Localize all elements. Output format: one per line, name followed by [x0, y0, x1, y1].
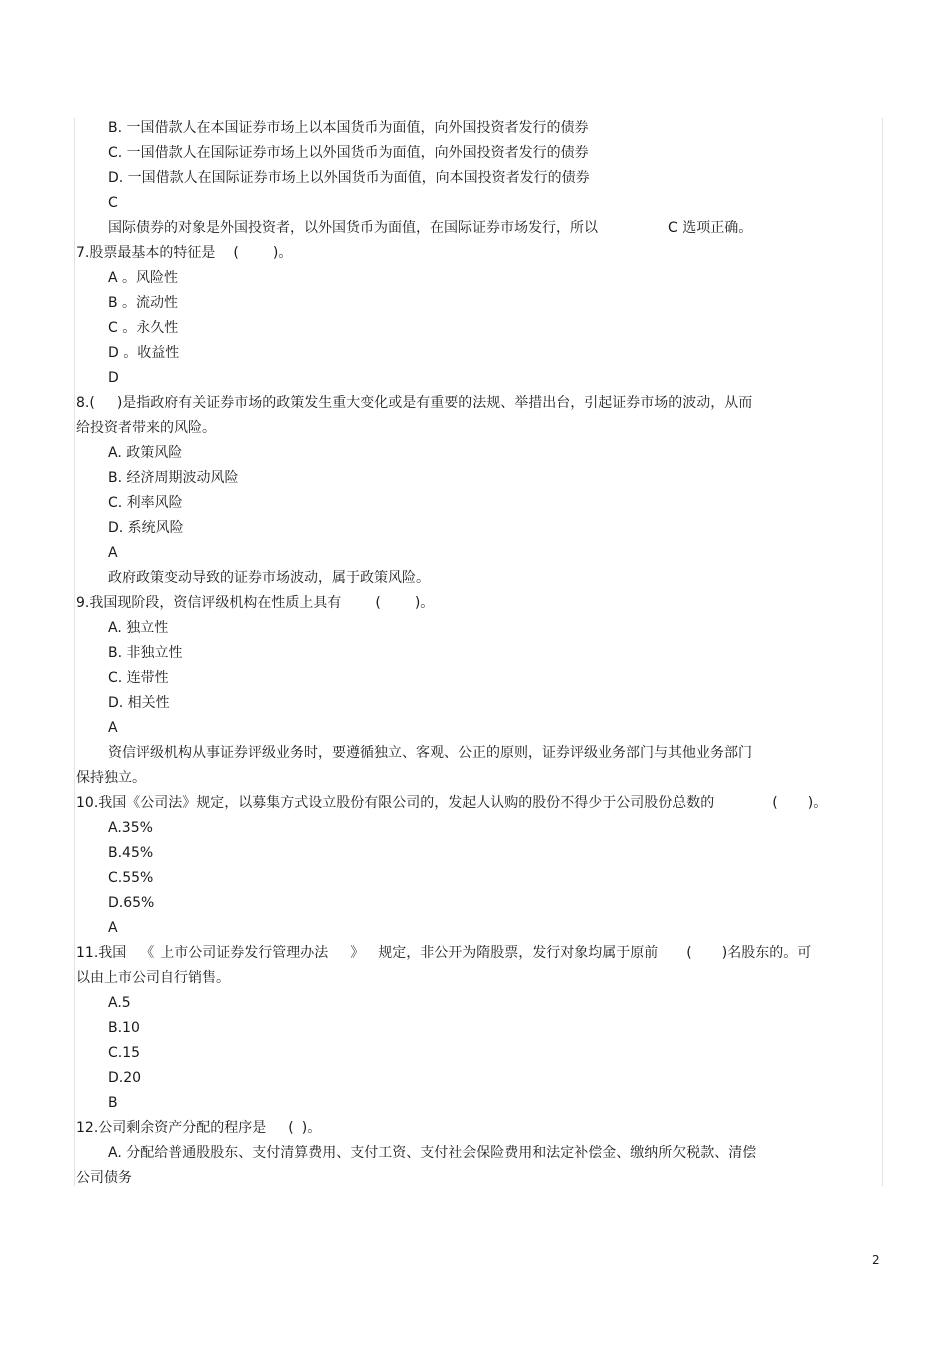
q12-stem: [76, 1116, 884, 1141]
q8-option-a: A. 政策风险: [108, 445, 183, 461]
q12-stem-text: 12.公司剩余资产分配的程序是: [76, 1120, 267, 1136]
q11-option-d: D.20: [108, 1070, 142, 1086]
q11-stem-middle: 规定，非公开为隋股票，发行对象均属于原前: [378, 945, 659, 961]
q11-stem-text: 11.我国: [76, 945, 127, 961]
q8-option-b: B. 经济周期波动风险: [108, 470, 239, 486]
q9-close-paren: )。: [414, 595, 435, 611]
q9-option-d: D. 相关性: [108, 695, 170, 711]
q9-option-b: B. 非独立性: [108, 645, 183, 661]
q7-answer: D: [108, 370, 119, 386]
q6-explanation-text: 国际债券的对象是外国投资者，以外国货币为面值，在国际证券市场发行，所以: [108, 220, 598, 236]
q8-explanation: 政府政策变动导致的证券市场波动，属于政策风险。: [108, 570, 430, 586]
q12-close-paren: )。: [301, 1120, 322, 1136]
q11-open-paren: (: [686, 945, 692, 961]
q12-option-a: A. 分配给普通股股东、支付清算费用、支付工资、支付社会保险费用和法定补偿金、缴纳所欠税款、清偿: [108, 1145, 757, 1161]
q7-option-c: C 。永久性: [108, 320, 179, 336]
q6-answer: C: [108, 195, 118, 211]
q10-answer: A: [108, 920, 118, 936]
page-content: [76, 116, 884, 1191]
q7-open-paren: (: [233, 245, 239, 261]
q10-option-c: C.55%: [108, 870, 154, 886]
q9-explanation: 资信评级机构从事证券评级业务时，要遵循独立、客观、公正的原则，证券评级业务部门与其他业务部门: [108, 745, 752, 761]
q8-stem-line2: 给投资者带来的风险。: [76, 420, 216, 436]
q8-stem: [76, 391, 884, 416]
q6-option-d: D. 一国借款人在国际证券市场上以外国货币为面值，向本国投资者发行的债券: [108, 170, 590, 186]
q11-option-b: B.10: [108, 1020, 140, 1036]
q9-explanation-line2: 保持独立。: [76, 770, 146, 786]
q10-stem: [76, 791, 884, 816]
q6-option-b: B. 一国借款人在本国证券市场上以本国货币为面值，向外国投资者发行的债券: [108, 120, 589, 136]
q8-option-c: C. 利率风险: [108, 495, 183, 511]
q10-option-a: A.35%: [108, 820, 153, 836]
q11-stem-tail: )名股东的。可: [721, 945, 812, 961]
q11-option-a: A.5: [108, 995, 131, 1011]
q10-option-b: B.45%: [108, 845, 154, 861]
q7-option-b: B 。流动性: [108, 295, 179, 311]
q12-option-a-line2: 公司债务: [76, 1170, 132, 1186]
q10-stem-text: 10.我国《公司法》规定，以募集方式设立股份有限公司的，发起人认购的股份不得少于公司股份总数的: [76, 795, 715, 811]
q9-open-paren: (: [375, 595, 381, 611]
q11-close-book-mark: 》: [350, 945, 365, 961]
left-margin-rule: [74, 118, 75, 1186]
q8-stem-text: )是指政府有关证券市场的政策发生重大变化或是有重要的法规、举措出台，引起证券市场的波动，从而: [116, 395, 753, 411]
page-number: 2: [872, 1253, 880, 1267]
q6-explanation-tail: C 选项正确。: [668, 220, 753, 236]
q9-answer: A: [108, 720, 118, 736]
q10-option-d: D.65%: [108, 895, 155, 911]
q11-law-title: 上市公司证券发行管理办法: [160, 945, 329, 961]
q9-option-c: C. 连带性: [108, 670, 169, 686]
q8-answer: A: [108, 545, 118, 561]
q9-stem-text: 9.我国现阶段，资信评级机构在性质上具有: [76, 595, 342, 611]
q12-open-paren: (: [288, 1120, 294, 1136]
q7-close-paren: )。: [272, 245, 293, 261]
q7-stem: [76, 241, 884, 266]
q11-stem-line2: 以由上市公司自行销售。: [76, 970, 230, 986]
q10-open-paren: (: [772, 795, 778, 811]
q7-stem-text: 7.股票最基本的特征是: [76, 245, 216, 261]
q11-stem: [76, 941, 884, 966]
q7-option-a: A 。风险性: [108, 270, 179, 286]
q11-option-c: C.15: [108, 1045, 141, 1061]
q11-answer: B: [108, 1095, 118, 1111]
q6-explanation: [76, 216, 884, 241]
q6-option-c: C. 一国借款人在国际证券市场上以外国货币为面值，向外国投资者发行的债券: [108, 145, 589, 161]
q10-close-paren: )。: [807, 795, 828, 811]
q7-option-d: D 。收益性: [108, 345, 180, 361]
q11-open-book-mark: 《: [140, 945, 155, 961]
q8-option-d: D. 系统风险: [108, 520, 184, 536]
q9-option-a: A. 独立性: [108, 620, 169, 636]
q8-open-paren: 8.(: [76, 395, 95, 411]
q9-stem: [76, 591, 884, 616]
